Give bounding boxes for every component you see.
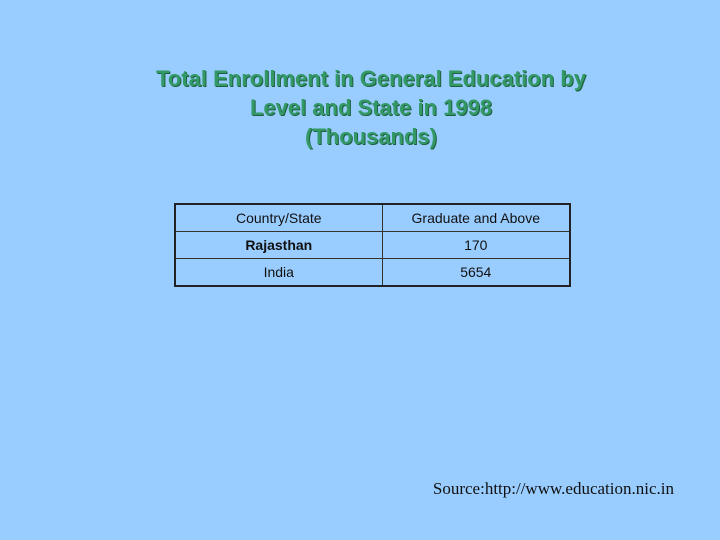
header-country-state: Country/State: [175, 204, 382, 232]
enrollment-table: [174, 203, 571, 287]
table-header-row: [175, 204, 570, 232]
title-line-3: (Thousands): [305, 124, 437, 149]
table-row: [175, 259, 570, 287]
cell-state: India: [175, 259, 382, 287]
title-line-1: Total Enrollment in General Education by: [156, 66, 586, 91]
source-citation: Source:http://www.education.nic.in: [432, 479, 674, 498]
slide-title: [0, 64, 720, 151]
cell-value: 170: [382, 232, 570, 259]
header-graduate-above: Graduate and Above: [382, 204, 570, 232]
table-row: [175, 232, 570, 259]
title-line-2: Level and State in 1998: [249, 95, 493, 120]
cell-state: Rajasthan: [175, 232, 382, 259]
cell-value: 5654: [382, 259, 570, 287]
